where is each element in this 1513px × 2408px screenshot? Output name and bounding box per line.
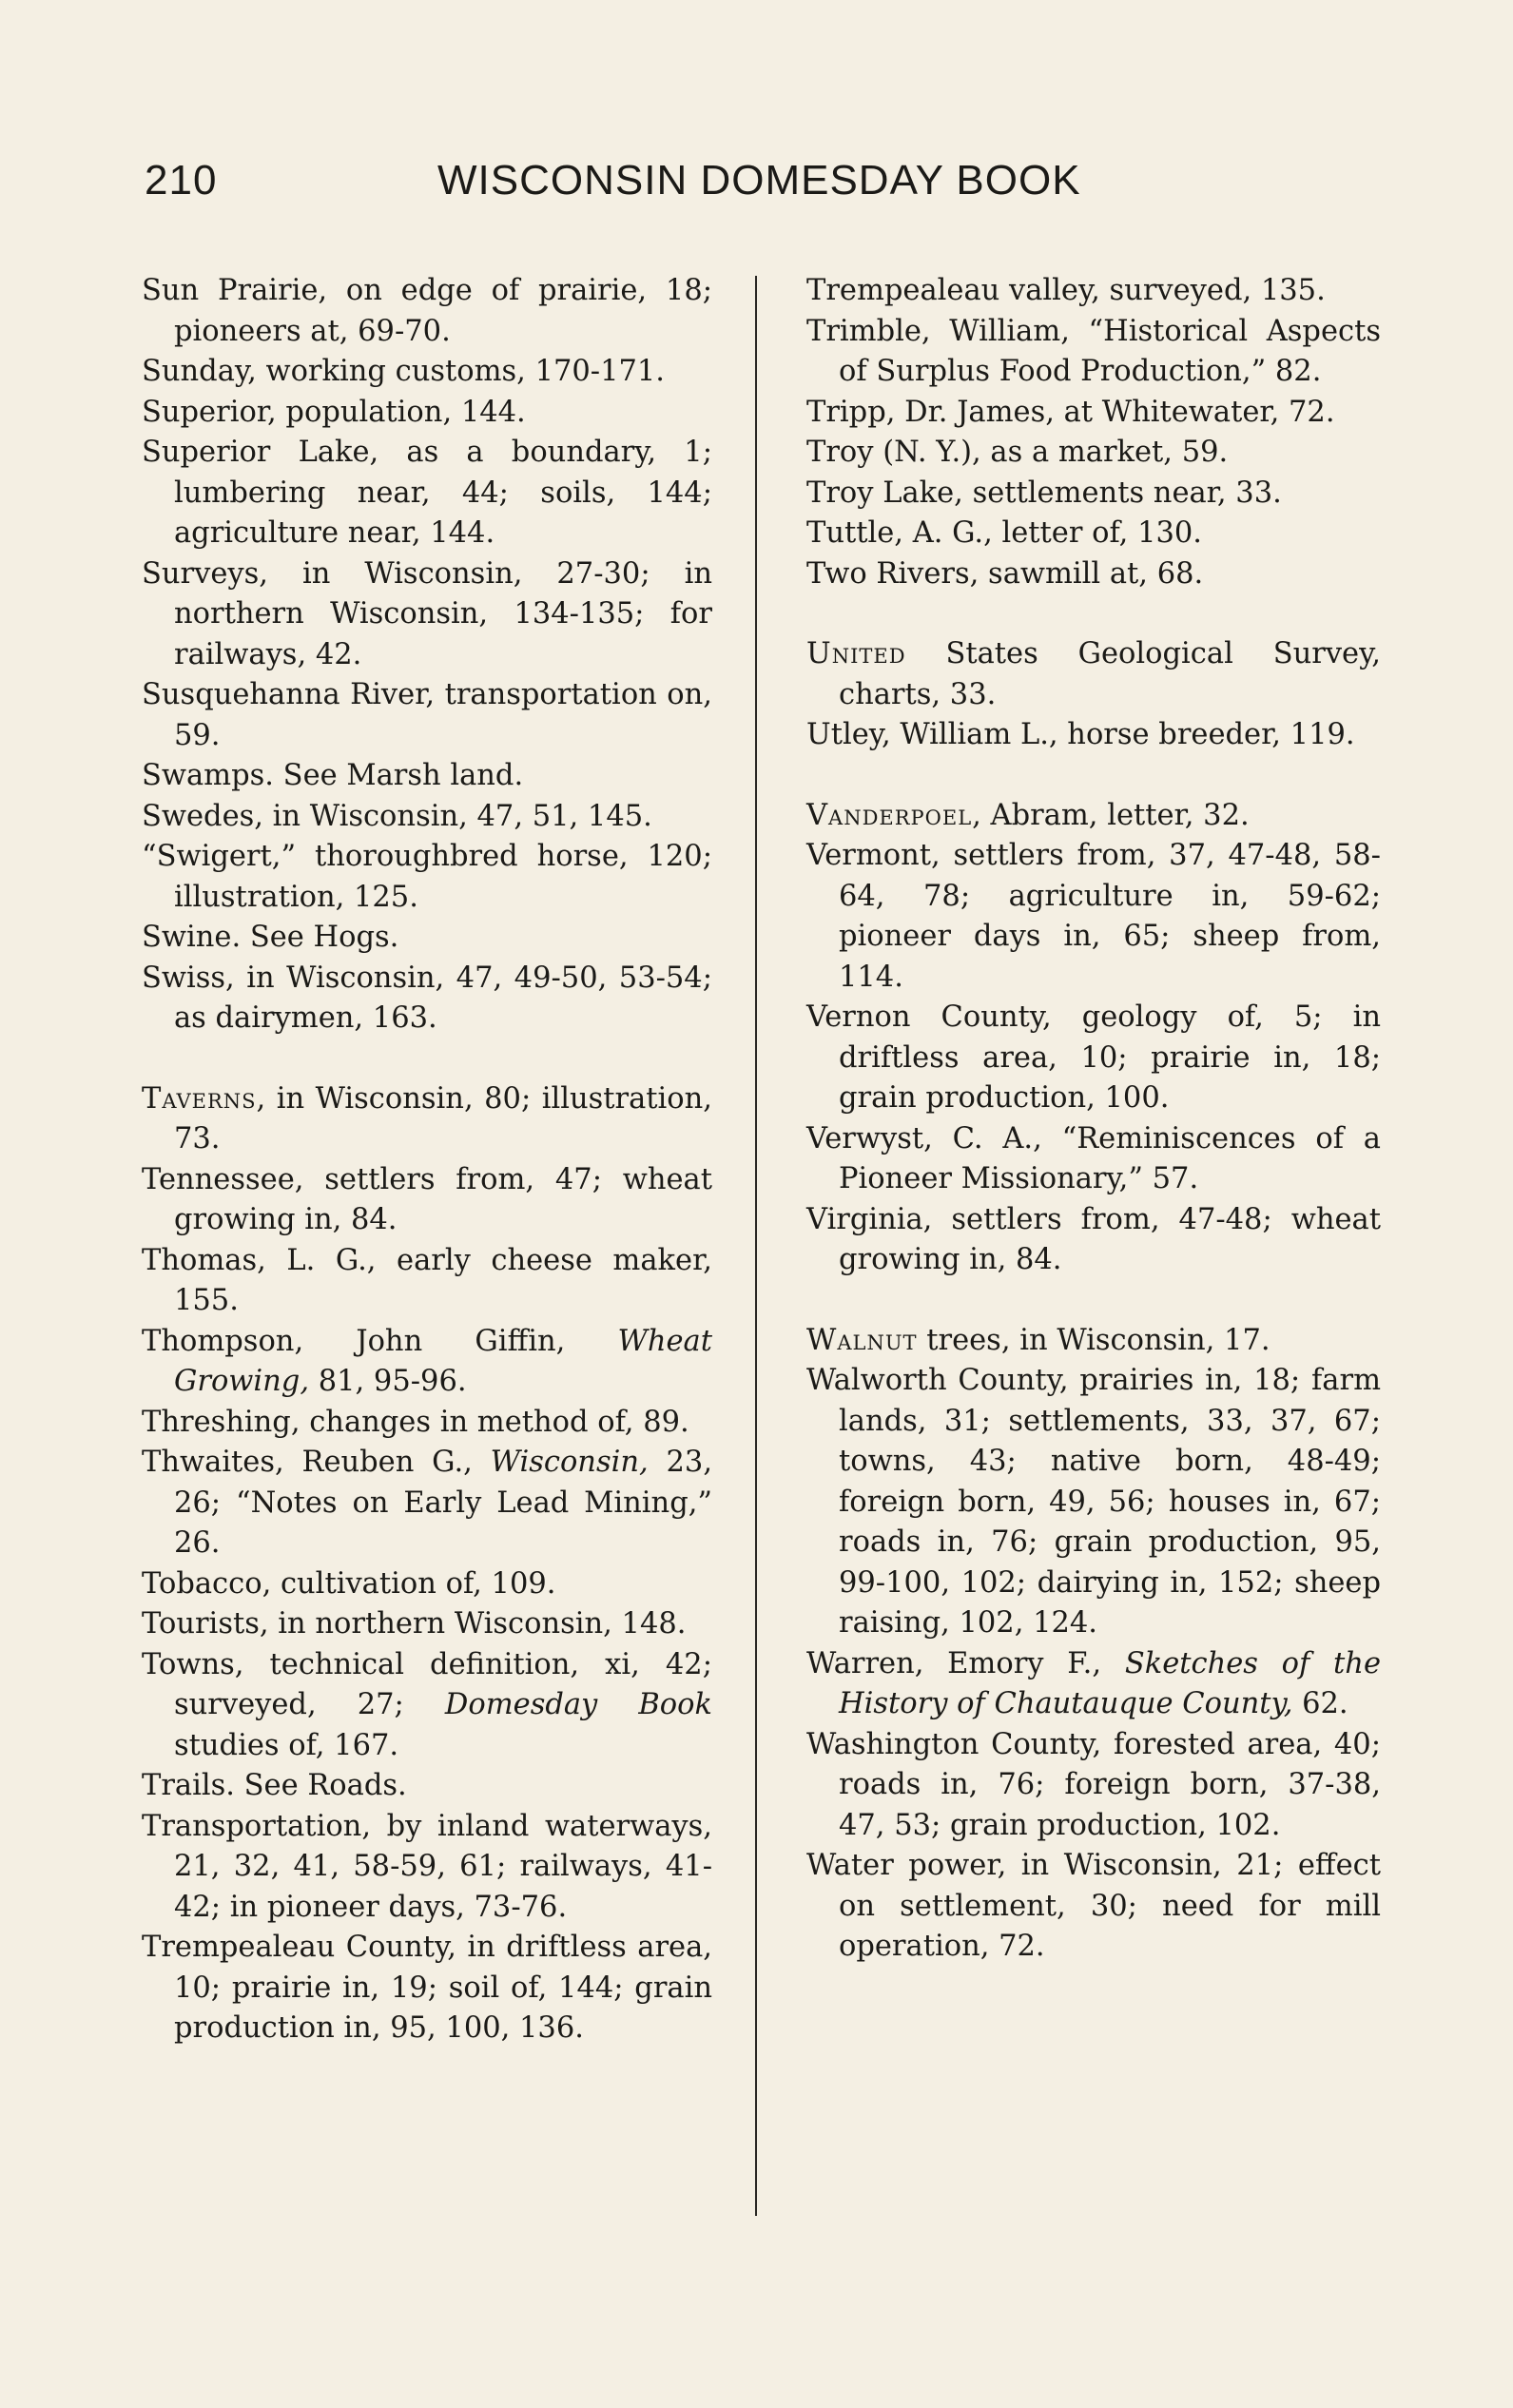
entry-text: Trimble, William, “Historical Aspects of Surplus Food Production,” 82. [806, 314, 1381, 388]
entry-text: Towns, technical definition, xi, 42; surveyed, 27; [142, 1647, 712, 1721]
index-column-right [806, 271, 1381, 1968]
entry-text: Susquehanna River, transportation on, 59. [142, 678, 712, 752]
index-entry-section-start [806, 634, 1381, 715]
index-entry [142, 1403, 712, 1444]
entry-text: Utley, William L., horse breeder, 119. [806, 718, 1355, 751]
entry-text: Troy Lake, settlements near, 33. [806, 476, 1282, 510]
index-entry [806, 1119, 1381, 1200]
index-entry [142, 1645, 712, 1767]
entry-text: Vermont, settlers from, 37, 47-48, 58-64, 78; agriculture in, 59-62; pioneer days in, 65; sheep from, 114. [806, 839, 1381, 994]
entry-text: Surveys, in Wisconsin, 27-30; in northern Wisconsin, 134-135; for railways, 42. [142, 556, 712, 671]
index-entry [806, 715, 1381, 756]
index-entry [806, 1725, 1381, 1847]
entry-text: Washington County, forested area, 40; roads in, 76; foreign born, 37-38, 47, 53; grain production, 102. [806, 1727, 1381, 1842]
entry-text: Verwyst, C. A., “Reminiscences of a Pioneer Missionary,” 57. [806, 1121, 1381, 1195]
index-entry [142, 393, 712, 434]
index-entry [142, 1160, 712, 1241]
entry-text: Tuttle, A. G., letter of, 130. [806, 516, 1202, 550]
entry-text: Trempealeau County, in driftless area, 10; prairie in, 19; soil of, 144; grain production in, 95, 100, 136. [142, 1931, 712, 2045]
index-entry [142, 797, 712, 838]
entry-text: Sunday, working customs, 170-171. [142, 355, 665, 388]
index-entry [806, 1200, 1381, 1281]
entry-text: Walworth County, prairies in, 18; farm lands, 31; settlements, 33, 37, 67; towns, 43; native born, 48-49; foreign born, 49, 56; houses in, 67; roads in, 76; grain production, 95, 99-100, 102; dairying in, 152; sheep raising, 102, 124. [806, 1364, 1381, 1640]
index-entry [142, 837, 712, 918]
column-divider [755, 276, 757, 2216]
index-entry [806, 271, 1381, 312]
page-title: WISCONSIN DOMESDAY BOOK [437, 157, 1081, 204]
index-entry-section-start [142, 1079, 712, 1160]
entry-text: Trempealeau valley, surveyed, 135. [806, 274, 1326, 307]
index-entry-section-start [806, 1321, 1381, 1362]
page-number: 210 [145, 157, 218, 204]
entry-text: 81, 95-96. [309, 1365, 467, 1398]
index-entry [806, 1846, 1381, 1968]
entry-text: Superior Lake, as a boundary, 1; lumbering near, 44; soils, 144; agriculture near, 144. [142, 436, 712, 550]
entry-text: 23, 26; “Notes on Early Lead Mining,” 26. [174, 1446, 713, 1560]
italic-title: Wisconsin, [490, 1446, 649, 1479]
entry-text: Swine. See Hogs. [142, 921, 399, 954]
italic-title: Domesday Book [444, 1688, 712, 1721]
index-entry [142, 433, 712, 554]
entry-text: Vernon County, geology of, 5; in driftless area, 10; prairie in, 18; grain production, 100. [806, 1000, 1381, 1115]
index-entry [806, 554, 1381, 595]
entry-text: Virginia, settlers from, 47-48; wheat growing in, 84. [806, 1202, 1381, 1276]
index-entry [142, 1241, 712, 1322]
index-entry [806, 514, 1381, 554]
entry-text: 62. [1292, 1687, 1348, 1720]
index-entry [142, 918, 712, 959]
index-entry [142, 959, 712, 1039]
entry-text: Swamps. See Marsh land. [142, 759, 524, 792]
small-caps-lead: United [806, 637, 906, 670]
running-head [0, 157, 1513, 214]
entry-text: Water power, in Wisconsin, 21; effect on settlement, 30; need for mill operation, 72. [806, 1849, 1381, 1963]
entry-text: States Geological Survey, charts, 33. [839, 637, 1381, 711]
small-caps-lead: Taverns [142, 1081, 257, 1116]
entry-text: , Abram, letter, 32. [972, 798, 1250, 832]
italic-title: Wheat Growing, [174, 1324, 712, 1398]
index-entry [142, 1604, 712, 1645]
index-entry [142, 1766, 712, 1807]
entry-text: , in Wisconsin, 80; illustration, 73. [174, 1081, 712, 1155]
index-entry [142, 1807, 712, 1929]
index-entry [806, 1644, 1381, 1725]
index-entry [142, 1564, 712, 1605]
entry-text: Swiss, in Wisconsin, 47, 49-50, 53-54; as dairymen, 163. [142, 961, 712, 1035]
small-caps-lead: Walnut [806, 1323, 918, 1357]
entry-text: Superior, population, 144. [142, 395, 526, 429]
entry-text: “Swigert,” thoroughbred horse, 120; illustration, 125. [142, 840, 712, 914]
index-entry [806, 393, 1381, 434]
index-entry [806, 1361, 1381, 1644]
index-entry [806, 433, 1381, 474]
index-entry [806, 474, 1381, 515]
index-entry [806, 998, 1381, 1119]
entry-text: Thompson, John Giffin, [142, 1324, 618, 1358]
entry-text: Threshing, changes in method of, 89. [142, 1405, 689, 1439]
entry-text: studies of, 167. [174, 1728, 399, 1762]
entry-text: trees, in Wisconsin, 17. [917, 1323, 1271, 1357]
entry-text: Two Rivers, sawmill at, 68. [806, 556, 1204, 591]
index-entry [142, 1928, 712, 2049]
entry-text: Trails. See Roads. [142, 1769, 407, 1802]
index-entry [142, 756, 712, 797]
entry-text: Troy (N. Y.), as a market, 59. [806, 436, 1229, 469]
entry-text: Tennessee, settlers from, 47; wheat growing in, 84. [142, 1162, 712, 1236]
entry-text: Tripp, Dr. James, at Whitewater, 72. [806, 395, 1335, 429]
index-entry [142, 554, 712, 676]
index-entry [806, 836, 1381, 998]
entry-text: Swedes, in Wisconsin, 47, 51, 145. [142, 799, 652, 833]
entry-text: Thomas, L. G., early cheese maker, 155. [142, 1243, 712, 1317]
index-entry [142, 1443, 712, 1564]
index-entry-section-start [806, 796, 1381, 837]
index-entry [806, 312, 1381, 393]
entry-text: Transportation, by inland waterways, 21, 32, 41, 58-59, 61; railways, 41-42; in pioneer days, 73-76. [142, 1809, 712, 1924]
italic-title: Sketches of the History of Chautauque County, [839, 1646, 1381, 1720]
index-entry [142, 352, 712, 393]
index-entry [142, 675, 712, 756]
index-column-left [142, 271, 712, 2049]
index-entry [142, 271, 712, 352]
entry-text: Warren, Emory F., [806, 1646, 1125, 1680]
small-caps-lead: Vanderpoel [806, 798, 973, 832]
entry-text: Sun Prairie, on edge of prairie, 18; pioneers at, 69-70. [142, 274, 712, 348]
entry-text: Thwaites, Reuben G., [142, 1446, 491, 1479]
entry-text: Tobacco, cultivation of, 109. [142, 1566, 556, 1601]
entry-text: Tourists, in northern Wisconsin, 148. [142, 1607, 687, 1641]
index-entry [142, 1322, 712, 1403]
